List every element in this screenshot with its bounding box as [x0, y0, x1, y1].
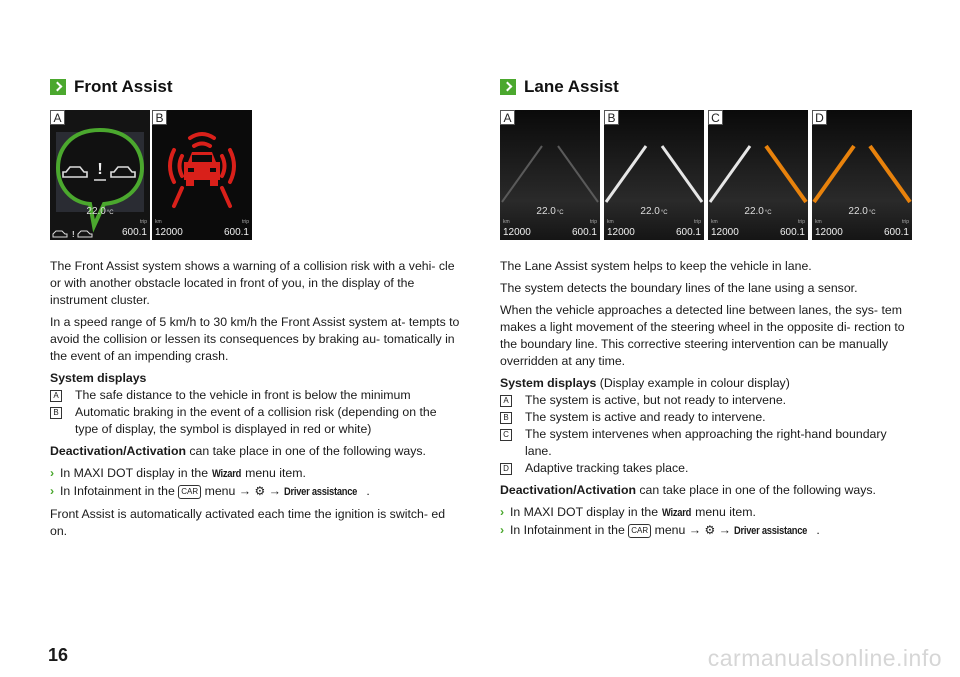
trip-value: 600.1	[121, 227, 147, 238]
menu-name: Driver assistance	[284, 486, 358, 498]
legend-label: B	[50, 407, 62, 419]
svg-text:!: !	[97, 161, 103, 178]
display-item-a	[500, 392, 912, 409]
deactivation-paragraph: Deactivation/Activation can take place in one of the following ways.	[500, 483, 876, 497]
trip-value: 600.1	[779, 227, 805, 238]
front-assist-figures	[50, 110, 462, 240]
legend-label: C	[500, 429, 512, 441]
display-item-b	[50, 404, 462, 438]
section-title: Front Assist	[74, 77, 173, 96]
lane-lines-intervening-graphic	[708, 110, 808, 240]
legend-label: B	[500, 412, 512, 424]
watermark: carmanualsonline.info	[707, 645, 942, 671]
trip-value: 600.1	[675, 227, 701, 238]
bullet-infotainment: › In Infotainment in the CAR menu → ⚙ → Driver assistance .	[50, 483, 462, 501]
trip-label: trip	[798, 219, 805, 225]
odometer-value: 12000	[503, 227, 531, 238]
bullet-maxi-dot: › In MAXI DOT display in the Wizard menu item.	[500, 504, 912, 522]
km-label: km	[815, 219, 822, 225]
figure-label: A	[50, 110, 65, 125]
settings-gear-icon: ⚙	[254, 484, 266, 498]
temperature-readout: 22.0°C	[86, 206, 114, 217]
car-button-icon: CAR	[628, 524, 651, 538]
intro-paragraph: The Lane Assist system helps to keep the vehicle in lane.	[500, 259, 812, 273]
bullet-maxi-dot: › In MAXI DOT display in the Wizard menu item.	[50, 465, 462, 483]
svg-text:!: !	[72, 230, 75, 239]
section-header	[50, 74, 462, 100]
odometer-value: 12000	[815, 227, 843, 238]
temperature-readout: 22.0°C	[640, 206, 668, 217]
system-displays-heading: System displays	[50, 371, 147, 385]
car-button-icon: CAR	[178, 485, 201, 499]
odometer-value: 12000	[607, 227, 635, 238]
front-assist-section	[50, 74, 462, 545]
legend-text: The system is active and ready to intervene.	[525, 410, 766, 424]
auto-braking-graphic	[152, 110, 252, 240]
bullet-arrow-icon: ›	[500, 505, 505, 519]
legend-text: The safe distance to the vehicle in front is below the minimum	[75, 388, 411, 402]
trip-value: 600.1	[571, 227, 597, 238]
temperature-readout: 22.0°C	[744, 206, 772, 217]
temperature-readout: 22.0°C	[848, 206, 876, 217]
figure-label: D	[812, 110, 827, 125]
figure-panel-a	[500, 110, 600, 240]
km-label: km	[607, 219, 614, 225]
deactivation-paragraph: Deactivation/Activation can take place in one of the following ways.	[50, 444, 426, 458]
km-label: km	[155, 219, 162, 225]
page-number: 16	[48, 645, 69, 665]
settings-gear-icon: ⚙	[704, 523, 716, 537]
lane-lines-adaptive-graphic	[812, 110, 912, 240]
legend-text: Automatic braking in the event of a collision risk (depending on the type of display, the symbol is displayed in red or white)	[75, 405, 437, 436]
trip-value: 600.1	[223, 227, 249, 238]
collision-warning-graphic	[50, 110, 150, 240]
figure-panel-d	[812, 110, 912, 240]
trip-value: 600.1	[883, 227, 909, 238]
legend-label: A	[500, 395, 512, 407]
figure-label: A	[500, 110, 515, 125]
trip-label: trip	[902, 219, 909, 225]
figure-label: C	[708, 110, 723, 125]
legend-text: The system is active, but not ready to intervene.	[525, 393, 787, 407]
section-header	[500, 74, 912, 100]
figure-label: B	[152, 110, 167, 125]
menu-name: Driver assistance	[734, 525, 808, 537]
bullet-arrow-icon: ›	[500, 523, 505, 537]
lane-lines-inactive-graphic	[500, 110, 600, 240]
front-assist-body	[50, 258, 462, 540]
display-item-b	[500, 409, 912, 426]
chevron-right-icon	[50, 79, 66, 95]
lane-assist-body	[500, 258, 912, 540]
menu-name: Wizard	[661, 507, 691, 519]
bullet-infotainment: › In Infotainment in the CAR menu → ⚙ → Driver assistance .	[500, 522, 912, 540]
figure-panel-b	[604, 110, 704, 240]
figure-panel-b	[152, 110, 252, 240]
legend-label: A	[50, 390, 62, 402]
chevron-right-icon	[500, 79, 516, 95]
trip-label: trip	[140, 219, 147, 225]
figure-panel-c	[708, 110, 808, 240]
lane-lines-ready-graphic	[604, 110, 704, 240]
trip-label: trip	[242, 219, 249, 225]
km-label: km	[711, 219, 718, 225]
legend-text: Adaptive tracking takes place.	[525, 461, 689, 475]
legend-label: D	[500, 463, 512, 475]
figure-panel-a	[50, 110, 150, 240]
km-label: km	[503, 219, 510, 225]
odometer-value: 12000	[155, 227, 183, 238]
odometer-value: 12000	[711, 227, 739, 238]
sensor-paragraph: The system detects the boundary lines of the lane using a sensor.	[500, 281, 858, 295]
lane-assist-figures	[500, 110, 912, 240]
closing-paragraph: Front Assist is automatically activated each time the ignition is switch- ed on.	[50, 507, 446, 538]
legend-text: The system intervenes when approaching the right-hand boundary lane.	[525, 427, 887, 458]
trip-label: trip	[590, 219, 597, 225]
section-title: Lane Assist	[524, 77, 619, 96]
speed-range-paragraph: In a speed range of 5 km/h to 30 km/h the Front Assist system at- tempts to avoid the collision or lessen its consequences by braking au- tomatically in the event of an impending crash.	[50, 315, 460, 363]
intro-paragraph: The Front Assist system shows a warning of a collision risk with a vehi- cle or with another obstacle located in front of you, in the display of the instrument cluster.	[50, 259, 455, 307]
menu-name: Wizard	[211, 468, 241, 480]
display-item-a	[50, 387, 462, 404]
bullet-arrow-icon: ›	[50, 466, 55, 480]
figure-label: B	[604, 110, 619, 125]
display-item-d	[500, 460, 912, 477]
trip-label: trip	[694, 219, 701, 225]
steering-paragraph: When the vehicle approaches a detected line between lanes, the sys- tem makes a light movement of the steering wheel in the opposite di- rection to the boundary line. This corrective steering intervention can be manually overridden at any time.	[500, 303, 905, 368]
lane-assist-section	[500, 74, 912, 540]
display-item-c	[500, 426, 912, 460]
system-displays-heading: System displays (Display example in colour display)	[500, 376, 790, 390]
temperature-readout: 22.0°C	[536, 206, 564, 217]
bullet-arrow-icon: ›	[50, 484, 55, 498]
